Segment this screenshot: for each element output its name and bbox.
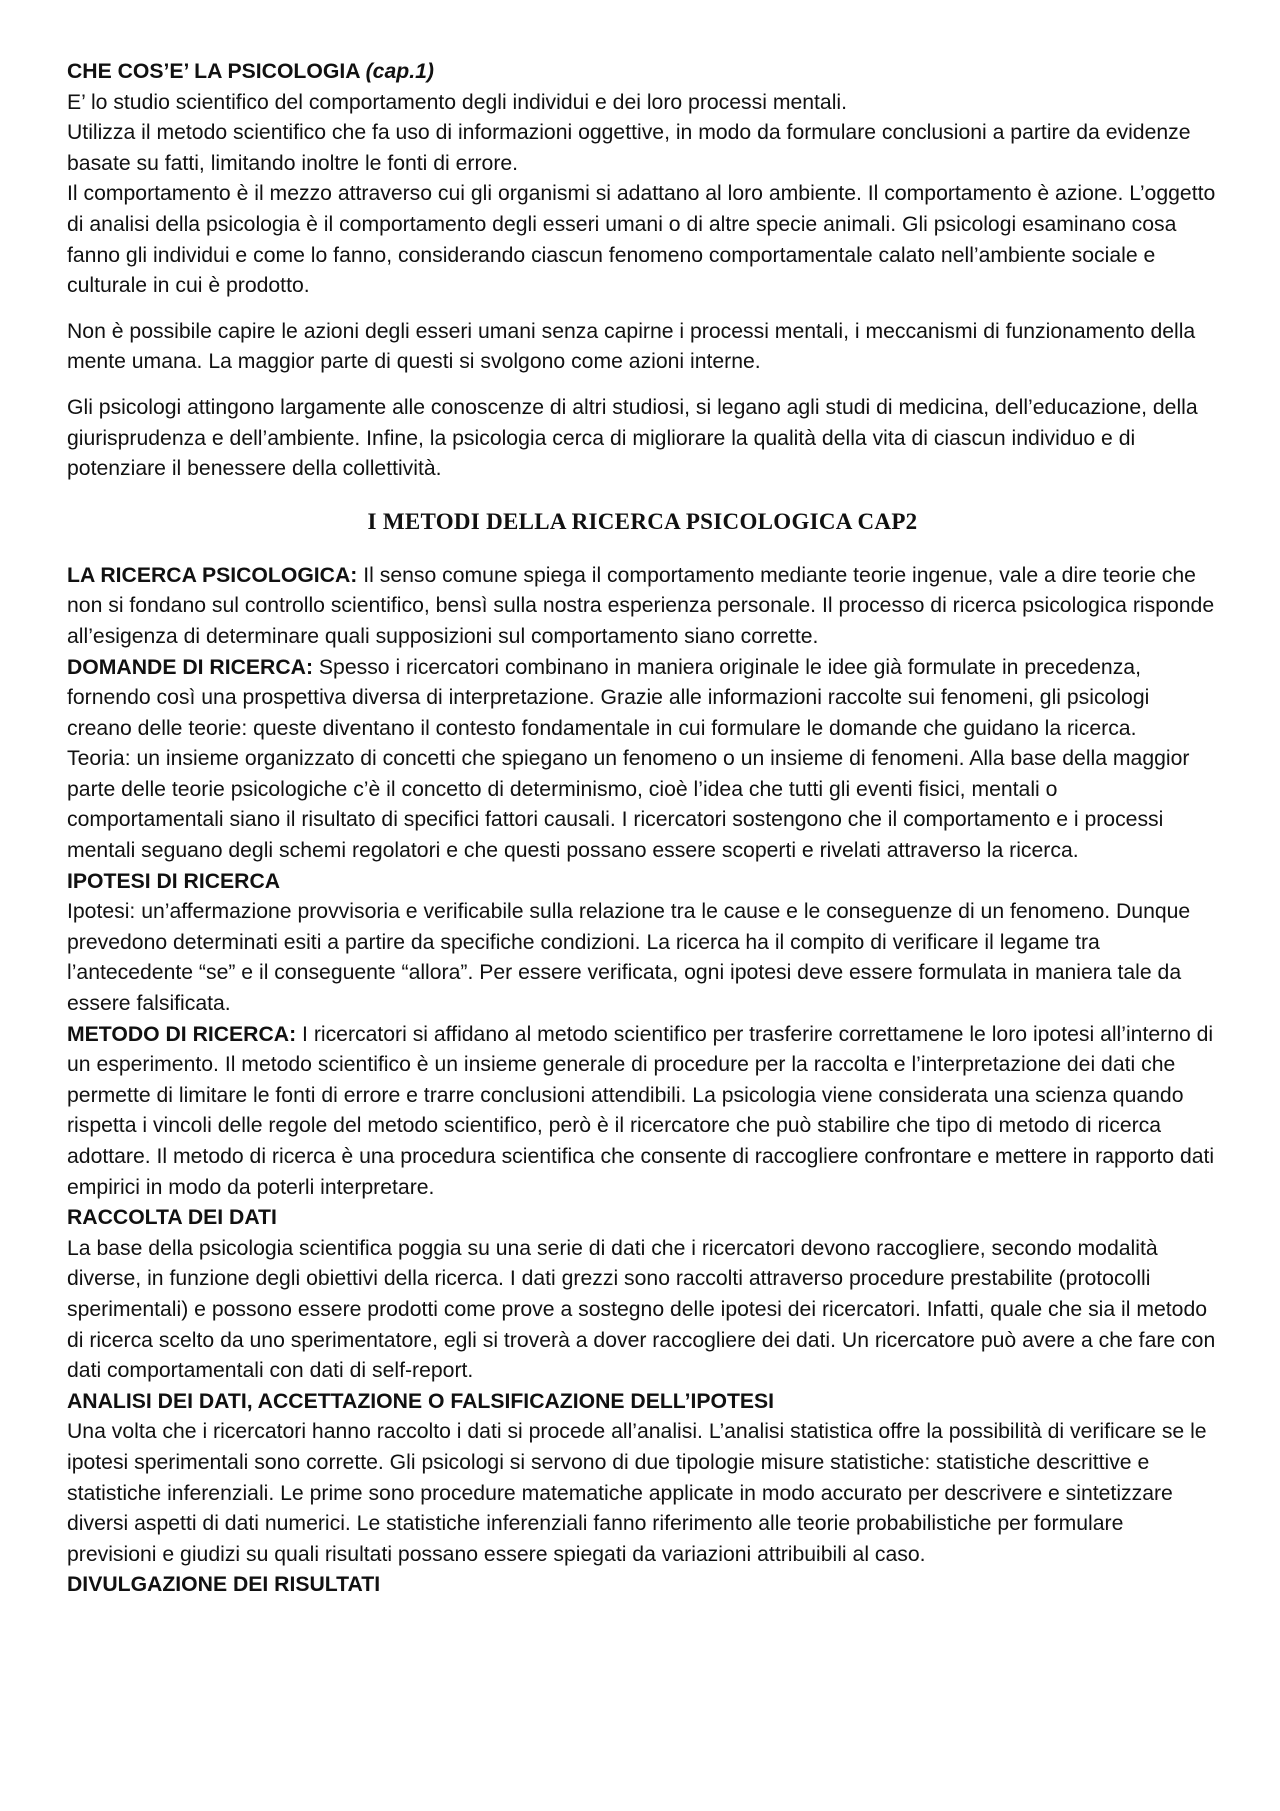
ipotesi-ricerca-paragraph: Ipotesi: un’affermazione provvisoria e verificabile sulla relazione tra le cause e le conseguenze di un fenomeno. Dunque prevedono determinati esiti a partire da specifiche condizioni. La ricerca ha il compito di verificare il legame tra l’antecedente “se” e il conseguente “allora”. Per essere verificata, ogni ipotesi deve essere formulata in maniera tale da essere falsificata.	[67, 900, 1191, 1016]
teoria-paragraph: Teoria: un insieme organizzato di concetti che spiegano un fenomeno o un insieme di fenomeni. Alla base della maggior parte delle teorie psicologiche c’è il concetto di determinismo, cioè l’idea che tutti gli eventi fisici, mentali o comportamentali siano il risultato di specifici fattori causali. I ricercatori sostengono che il comportamento e i processi mentali seguano degli schemi regolatori e che questi possano essere scoperti e rivelati attraverso la ricerca.	[67, 747, 1190, 863]
cap2-heading: I METODI DELLA RICERCA PSICOLOGICA CAP2	[367, 508, 918, 534]
raccolta-dati-heading: RACCOLTA DEI DATI	[67, 1206, 277, 1230]
divulgazione-risultati-heading: DIVULGAZIONE DEI RISULTATI	[67, 1573, 381, 1597]
cap1-paragraph-4: Non è possibile capire le azioni degli esseri umani senza capirne i processi mentali, i meccanismi di funzionamento della mente umana. La maggior parte di questi si svolgono come azioni interne.	[67, 319, 1196, 374]
cap1-paragraph-2: Utilizza il metodo scientifico che fa uso di informazioni oggettive, in modo da formulare conclusioni a partire da evidenze basate su fatti, limitando inoltre le fonti di errore.	[67, 121, 1191, 175]
analisi-dati-heading: ANALISI DEI DATI, ACCETTAZIONE O FALSIFICAZIONE DELL’IPOTESI	[67, 1389, 775, 1413]
cap1-paragraph-5: Gli psicologi attingono largamente alle conoscenze di altri studiosi, si legano agli studi di medicina, dell’educazione, della giurisprudenza e dell’ambiente. Infine, la psicologia cerca di migliorare la qualità della vita di ciascun individuo e di potenziare il benessere della collettività.	[67, 395, 1198, 481]
metodo-ricerca-paragraph	[67, 1020, 1218, 1204]
ipotesi-ricerca-heading: IPOTESI DI RICERCA	[67, 869, 281, 893]
analisi-dati-paragraph: Una volta che i ricercatori hanno raccolto i dati si procede all’analisi. L’analisi statistica offre la possibilità di verificare se le ipotesi sperimentali sono corrette. Gli psicologi si servono di due tipologie misure statistiche: statistiche descrittive e statistiche inferenziali. Le prime sono procedure matematiche applicate in modo accurato per descrivere e sintetizzare diversi aspetti di dati numerici. Le statistiche inferenziali fanno riferimento alle teorie probabilistiche per formulare previsioni e giudizi su quali risultati possano essere spiegati da variazioni attribuibili al caso.	[67, 1420, 1207, 1566]
ricerca-psicologica-label: LA RICERCA PSICOLOGICA:	[67, 563, 358, 587]
cap1-title: CHE COS’E’ LA PSICOLOGIA	[67, 60, 366, 83]
domande-ricerca-text: Spesso i ricercatori combinano in maniera originale le idee già formulate in precedenza, fornendo così una prospettiva diversa di interpretazione. Grazie alle informazioni raccolte sui fenomeni, gli psicologi creano delle teorie: queste diventano il contesto fondamentale in cui formulare le domande che guidano la ricerca.	[67, 655, 1150, 740]
cap1-paragraph-1: E’ lo studio scientifico del comportamento degli individui e dei loro processi mentali.	[67, 90, 848, 114]
ricerca-psicologica-text: Il senso comune spiega il comportamento mediante teorie ingenue, vale a dire teorie che non si fondano sul controllo scientifico, bensì sulla nostra esperienza personale. Il processo di ricerca psicologica risponde all’esigenza di determinare quali supposizioni sul comportamento siano corrette.	[67, 563, 1215, 648]
metodo-ricerca-text: I ricercatori si affidano al metodo scientifico per trasferire correttamene le loro ipotesi all’interno di un esperimento. Il metodo scientifico è un insieme generale di procedure per la raccolta e l’interpretazione dei dati che permette di limitare le fonti di errore e trarre conclusioni attendibili. La psicologia viene considerata una scienza quando rispetta i vincoli delle regole del metodo scientifico, però è il ricercatore che può stabilire che tipo di metodo di ricerca adottare. Il metodo di ricerca è una procedura scientifica che consente di raccogliere confrontare e mettere in rapporto dati empirici in modo da poterli interpretare.	[67, 1022, 1215, 1199]
ricerca-psicologica-paragraph	[67, 561, 1218, 653]
cap1-paragraph-3: Il comportamento è il mezzo attraverso cui gli organismi si adattano al loro ambiente. Il comportamento è azione. L’oggetto di analisi della psicologia è il comportamento degli esseri umani o di altre specie animali. Gli psicologi esaminano cosa fanno gli individui e come lo fanno, considerando ciascun fenomeno comportamentale calato nell’ambiente sociale e culturale in cui è prodotto.	[67, 182, 1216, 298]
domande-ricerca-paragraph	[67, 653, 1218, 745]
domande-ricerca-label: DOMANDE DI RICERCA:	[67, 655, 314, 679]
cap1-title-suffix: (cap.1)	[365, 60, 434, 83]
raccolta-dati-paragraph: La base della psicologia scientifica poggia su una serie di dati che i ricercatori devono raccogliere, secondo modalità diverse, in funzione degli obiettivi della ricerca. I dati grezzi sono raccolti attraverso procedure prestabilite (protocolli sperimentali) e possono essere prodotti come prove a sostegno delle ipotesi dei ricercatori. Infatti, quale che sia il metodo di ricerca scelto da uno sperimentatore, egli si troverà a dover raccogliere dei dati. Un ricercatore può avere a che fare con dati comportamentali con dati di self-report.	[67, 1236, 1216, 1383]
cap1-title-line	[67, 57, 1218, 88]
metodo-ricerca-label: METODO DI RICERCA:	[67, 1022, 297, 1046]
